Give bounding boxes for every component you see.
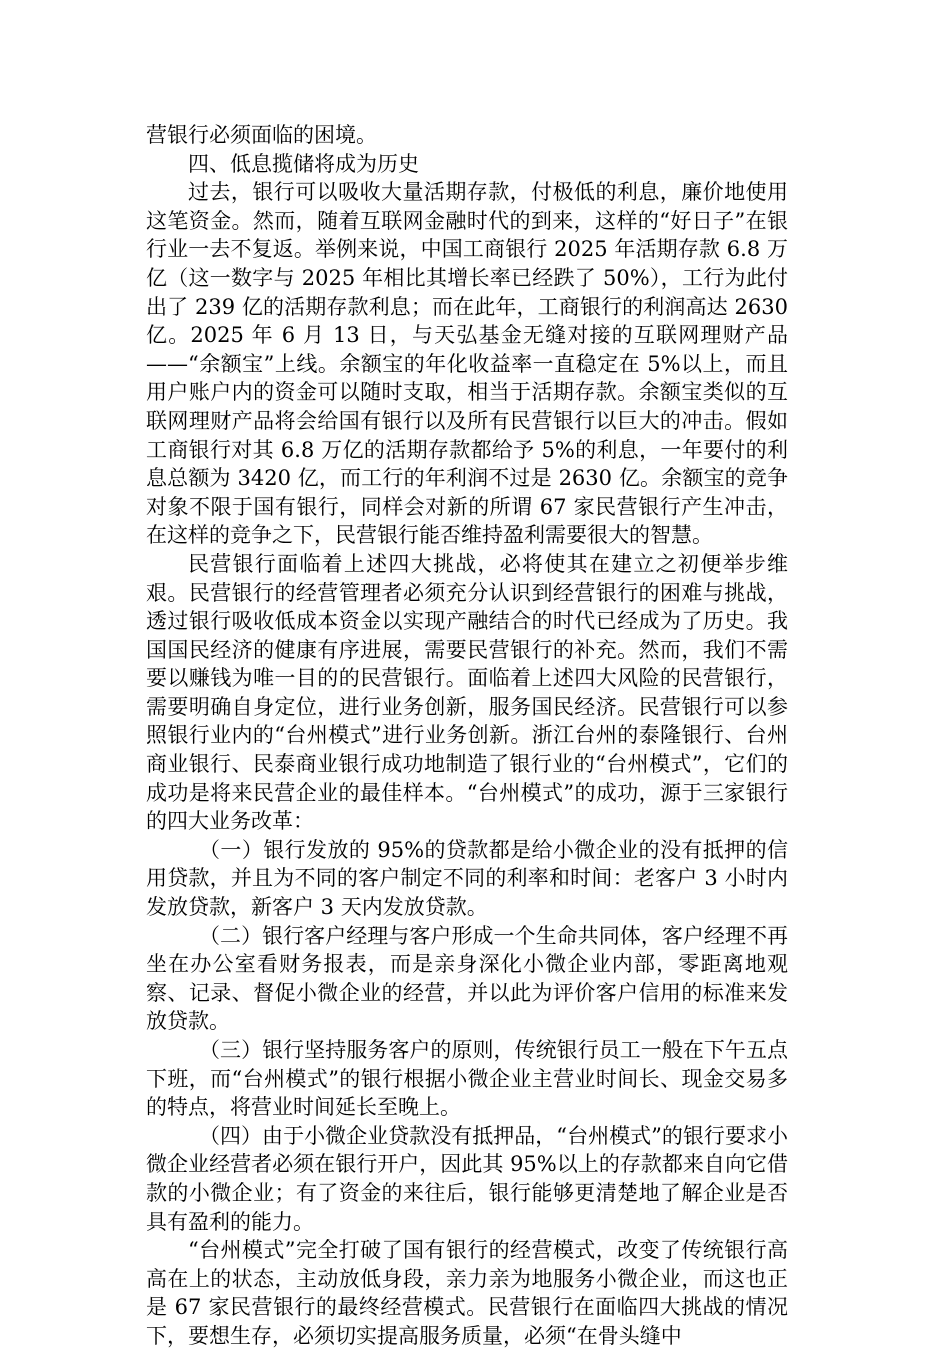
list-item: （一）银行发放的 95%的贷款都是给小微企业的没有抵押的信用贷款，并且为不同的客户制定不同的利率和时间：老客户 3 小时内发放贷款，新客户 3 天内发放贷款。 [146,837,788,920]
paragraph-body: “台州模式”完全打破了国有银行的经营模式，改变了传统银行高高在上的状态，主动放低身段，亲力亲为地服务小微企业，而这也正是 67 家民营银行的最终经营模式。民营银行在面临四大挑战的情况下，要想生存，必须切实提高服务质量，必须“在骨头缝中 [146,1238,788,1348]
list-item: （二）银行客户经理与客户形成一个生命共同体，客户经理不再坐在办公室看财务报表，而是亲身深化小微企业内部，零距离地观察、记录、督促小微企业的经营，并以此为评价客户信用的标准来发放贷款。 [146,923,788,1034]
paragraph-body: 过去，银行可以吸收大量活期存款，付极低的利息，廉价地使用这笔资金。然而，随着互联网金融时代的到来，这样的“好日子”在银行业一去不复返。举例来说，中国工商银行 2025 年活期存款 6.8 万亿（这一数字与 2025 年相比其增长率已经跌了 50%），工行为此付出了 239 亿的活期存款利息；而在此年，工商银行的利润高达 2630 亿。2025 年 6 月 13 日，与天弘基金无缝对接的互联网理财产品——“余额宝”上线。余额宝的年化收益率一直稳定在 5%以上，而且用户账户内的资金可以随时支取，相当于活期存款。余额宝类似的互联网理财产品将会给国有银行以及所有民营银行以巨大的冲击。假如工商银行对其 6.8 万亿的活期存款都给予 5%的利息，一年要付的利息总额为 3420 亿，而工行的年利润不过是 2630 亿。余额宝的竞争对象不限于国有银行，同样会对新的所谓 67 家民营银行产生冲击，在这样的竞争之下，民营银行能否维持盈利需要很大的智慧。 [146,180,788,548]
section-heading: 四、低息揽储将成为历史 [188,151,419,176]
paragraph-body: 民营银行面临着上述四大挑战，必将使其在建立之初便举步维艰。民营银行的经营管理者必须充分认识到经营银行的困难与挑战，透过银行吸收低成本资金以实现产融结合的时代已经成为了历史。我国国民经济的健康有序进展，需要民营银行的补充。然而，我们不需要以赚钱为唯一目的的民营银行。面临着上述四大风险的民营银行，需要明确自身定位，进行业务创新，服务国民经济。民营银行可以参照银行业内的“台州模式”进行业务创新。浙江台州的泰隆银行、台州商业银行、民泰商业银行成功地制造了银行业的“台州模式”，它们的成功是将来民营企业的最佳样本。“台州模式”的成功，源于三家银行的四大业务改革： [146,551,788,834]
list-item: （三）银行坚持服务客户的原则，传统银行员工一般在下午五点下班，而“台州模式”的银行根据小微企业主营业时间长、现金交易多的特点，将营业时间延长至晚上。 [146,1038,788,1120]
document-page [146,121,788,1351]
list-item: （四）由于小微企业贷款没有抵押品，“台州模式”的银行要求小微企业经营者必须在银行开户，因此其 95%以上的存款都来自向它借款的小微企业；有了资金的来往后，银行能够更清楚地了解企业是否具有盈利的能力。 [146,1123,788,1234]
paragraph-continuation: 营银行必须面临的困境。 [146,123,377,147]
